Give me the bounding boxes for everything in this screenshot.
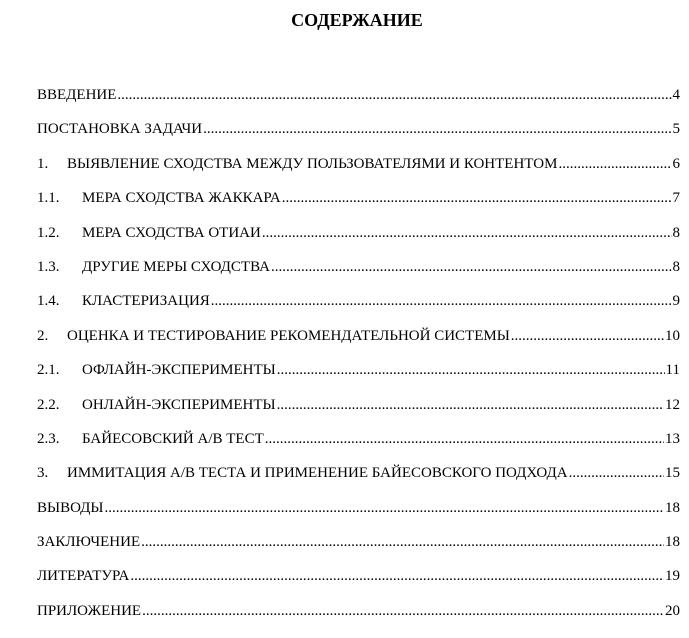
toc-entry[interactable] xyxy=(37,568,680,602)
toc-entry[interactable] xyxy=(37,500,680,534)
toc-entry[interactable] xyxy=(37,190,680,224)
dot-leader xyxy=(117,87,671,104)
toc-entry-page: 15 xyxy=(665,465,680,482)
dot-leader xyxy=(511,328,664,345)
toc-entry-page: 19 xyxy=(665,568,680,585)
toc-entry-page: 9 xyxy=(672,293,680,310)
toc-entry-number: 1.3. xyxy=(37,258,60,275)
toc-entry-number: 2. xyxy=(37,327,49,344)
dot-leader xyxy=(105,500,665,517)
toc-entry-page: 18 xyxy=(665,534,680,551)
toc-entry[interactable] xyxy=(37,121,680,155)
toc-entry-title: ОФЛАЙН-ЭКСПЕРИМЕНТЫ xyxy=(82,362,276,379)
toc-entry-number: 2.2. xyxy=(37,396,60,413)
toc-entry-number: 3. xyxy=(37,465,49,482)
toc-entry-title: ВЫВОДЫ xyxy=(37,499,104,516)
toc-entry[interactable] xyxy=(37,225,680,259)
toc-entry[interactable] xyxy=(37,259,680,293)
toc-entry-number: 1.1. xyxy=(37,190,60,207)
toc-entry-title: БАЙЕСОВСКИЙ A/B ТЕСТ xyxy=(82,430,264,447)
toc-entry-title: ЗАКЛЮЧЕНИЕ xyxy=(37,534,141,551)
toc-entry-title: ОНЛАЙН-ЭКСПЕРИМЕНТЫ xyxy=(82,396,276,413)
toc-entry-number: 1.4. xyxy=(37,293,60,310)
toc-entry-page: 12 xyxy=(665,396,680,413)
toc-entry-title: МЕРА СХОДСТВА ЖАККАРА xyxy=(82,190,281,207)
toc-entry-number: 1.2. xyxy=(37,224,60,241)
toc-entry-page: 4 xyxy=(672,87,680,103)
toc-entry[interactable] xyxy=(37,534,680,568)
dot-leader xyxy=(142,603,664,620)
toc-entry-page: 18 xyxy=(665,499,680,516)
dot-leader xyxy=(211,293,672,310)
table-of-contents xyxy=(37,87,680,637)
dot-leader xyxy=(282,190,672,207)
toc-entry-page: 5 xyxy=(672,121,680,138)
toc-entry[interactable] xyxy=(37,431,680,465)
toc-entry-title: ОЦЕНКА И ТЕСТИРОВАНИЕ РЕКОМЕНДАТЕЛЬНОЙ СИСТЕМЫ xyxy=(67,327,510,344)
toc-entry-title: КЛАСТЕРИЗАЦИЯ xyxy=(82,293,210,310)
dot-leader xyxy=(262,225,672,242)
dot-leader xyxy=(203,121,671,138)
toc-entry-page: 11 xyxy=(665,362,680,379)
toc-entry-page: 7 xyxy=(672,190,680,207)
toc-entry-title: ПРИЛОЖЕНИЕ xyxy=(37,602,142,619)
toc-entry[interactable] xyxy=(37,362,680,396)
toc-entry-title: ИММИТАЦИЯ A/B ТЕСТА И ПРИМЕНЕНИЕ БАЙЕСОВСКОГО ПОДХОДА xyxy=(67,465,568,482)
toc-entry-title: МЕРА СХОДСТВА ОТИАИ xyxy=(82,224,261,241)
toc-entry-page: 6 xyxy=(672,155,680,172)
toc-entry-page: 10 xyxy=(665,327,680,344)
toc-entry-title: ДРУГИЕ МЕРЫ СХОДСТВА xyxy=(82,258,270,275)
toc-entry-title: ПОСТАНОВКА ЗАДАЧИ xyxy=(37,121,203,138)
document-title: СОДЕРЖАНИЕ xyxy=(291,10,423,30)
toc-entry-title: ЛИТЕРАТУРА xyxy=(37,568,130,585)
dot-leader xyxy=(277,362,665,379)
dot-leader xyxy=(277,397,664,414)
toc-entry-page: 20 xyxy=(665,602,680,619)
toc-entry[interactable] xyxy=(37,293,680,327)
dot-leader xyxy=(558,156,671,173)
toc-entry[interactable] xyxy=(37,156,680,190)
dot-leader xyxy=(130,568,664,585)
dot-leader xyxy=(569,465,664,482)
toc-entry-title: ВЫЯВЛЕНИЕ СХОДСТВА МЕЖДУ ПОЛЬЗОВАТЕЛЯМИ И КОНТЕНТОМ xyxy=(67,155,558,172)
dot-leader xyxy=(271,259,672,276)
toc-entry[interactable] xyxy=(37,465,680,499)
toc-entry-number: 1. xyxy=(37,155,49,172)
dot-leader xyxy=(141,534,664,551)
toc-entry-page: 8 xyxy=(672,258,680,275)
toc-entry-page: 13 xyxy=(665,430,680,447)
toc-entry[interactable] xyxy=(37,397,680,431)
toc-entry-page: 8 xyxy=(672,224,680,241)
toc-entry[interactable] xyxy=(37,603,680,637)
toc-entry[interactable] xyxy=(37,328,680,362)
toc-entry[interactable] xyxy=(37,87,680,121)
toc-entry-title: ВВЕДЕНИЕ xyxy=(37,87,117,103)
toc-entry-number: 2.1. xyxy=(37,362,60,379)
toc-entry-number: 2.3. xyxy=(37,430,60,447)
dot-leader xyxy=(265,431,664,448)
